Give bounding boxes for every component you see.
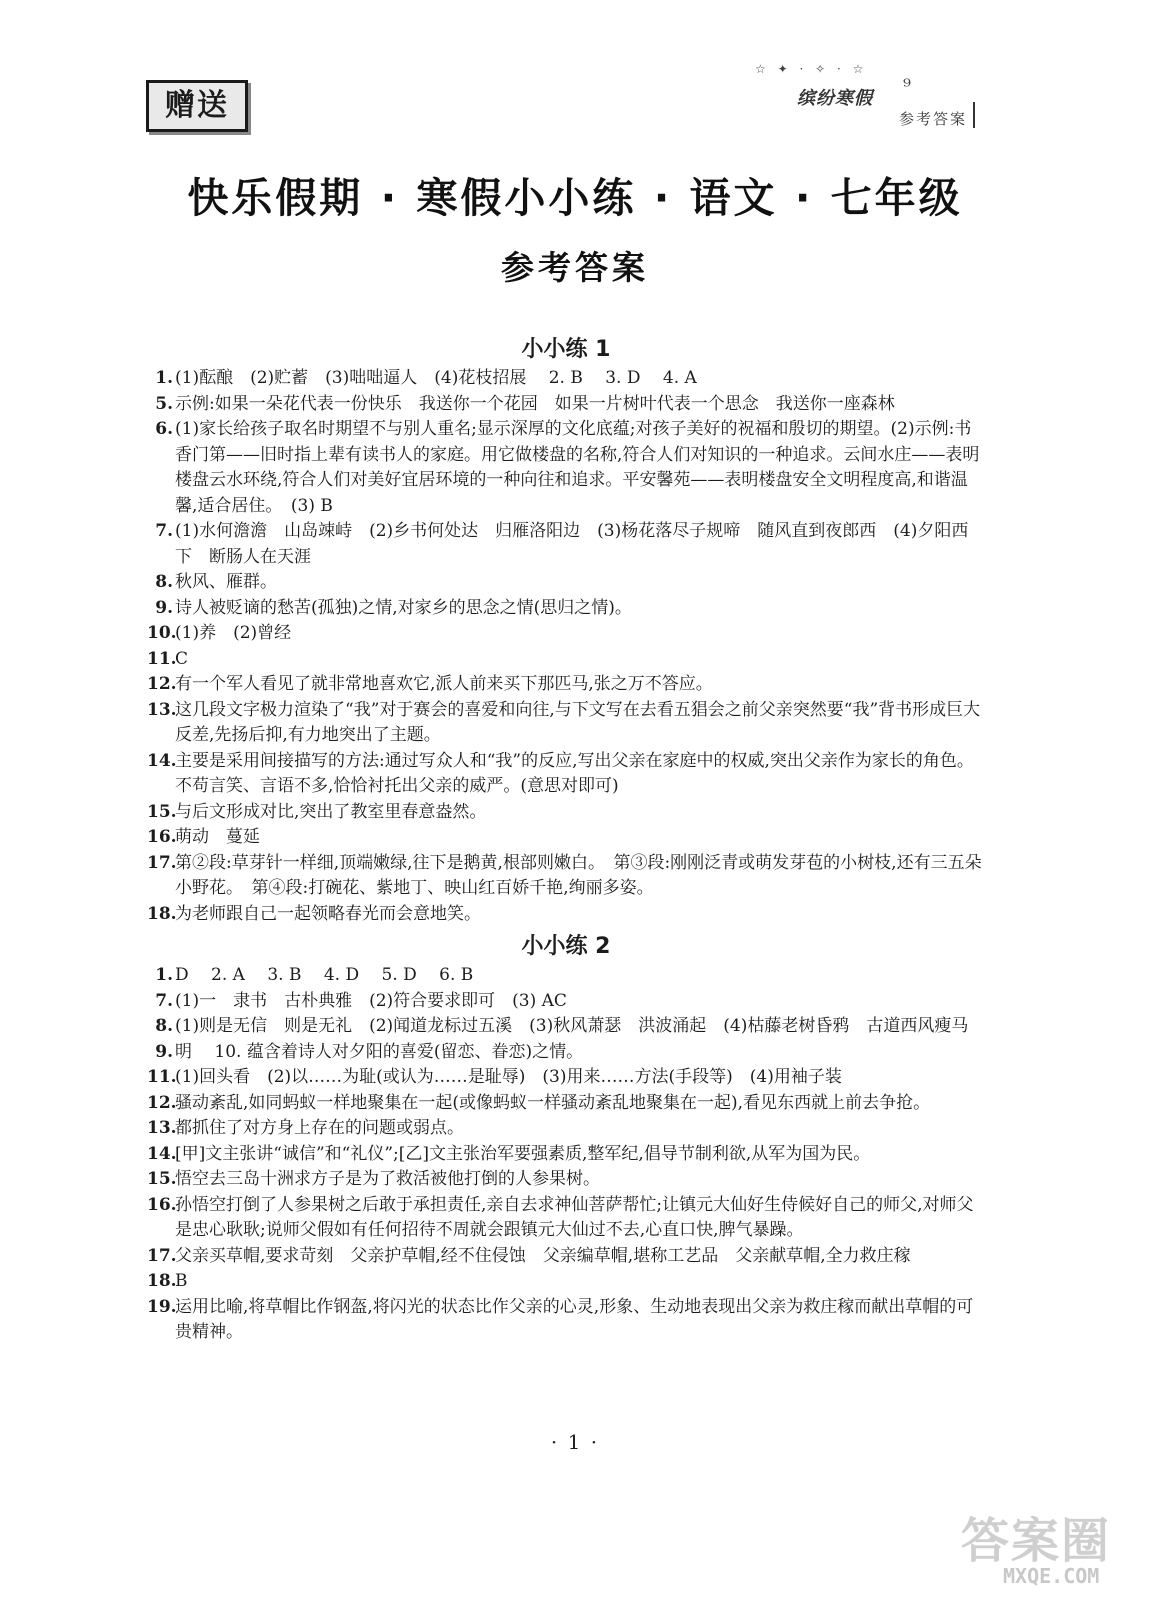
answer-number: 12. xyxy=(147,674,177,694)
answer-text: 骚动紊乱,如同蚂蚁一样地聚集在一起(或像蚂蚁一样骚动紊乱地聚集在一起),看见东西就上前去争抢。 xyxy=(175,1092,931,1113)
answer-item xyxy=(147,647,985,673)
answer-number: 14. xyxy=(147,750,177,771)
answer-text: B xyxy=(175,1271,188,1291)
page-number: · 1 · xyxy=(550,1430,600,1454)
answer-number: 6. xyxy=(155,419,173,439)
answer-item xyxy=(147,1295,985,1346)
answer-item xyxy=(147,1065,985,1091)
answer-item xyxy=(147,1244,985,1270)
page-subtitle: 参考答案 xyxy=(501,248,649,287)
answer-text: (1)则是无信 则是无礼 (2)闻道龙标过五溪 (3)秋风萧瑟 洪波涌起 (4)枯藤老树昏鸦 古道西风瘦马 xyxy=(175,1016,969,1036)
answer-content xyxy=(147,330,985,1346)
answer-number: 16. xyxy=(147,1194,177,1215)
answer-number: 18. xyxy=(147,1271,177,1291)
answer-number: 11. xyxy=(147,648,177,669)
answer-text: 萌动 蔓延 xyxy=(175,827,260,847)
answer-text: 都抓住了对方身上存在的问题或弱点。 xyxy=(175,1118,464,1138)
answer-text: 为老师跟自己一起领略春光而会意地笑。 xyxy=(175,903,481,924)
series-subtitle: 参考答案 xyxy=(898,110,967,128)
answer-text: 明 10. 蕴含着诗人对夕阳的喜爱(留恋、眷恋)之情。 xyxy=(175,1041,584,1062)
answer-item xyxy=(147,366,985,392)
answer-number: 8. xyxy=(155,1016,173,1036)
answer-number: 7. xyxy=(155,990,173,1011)
answer-text: 孙悟空打倒了人参果树之后敢于承担责任,亲自去求神仙菩萨帮忙;让镇元大仙好生侍候好自己的师父,对师父是忠心耿耿;说师父假如有任何招待不周就会跟镇元大仙过不去,心直口快,脾气暴躁。 xyxy=(175,1194,974,1240)
answer-item xyxy=(147,570,985,596)
answer-item xyxy=(147,1269,985,1295)
answer-text: 秋风、雁群。 xyxy=(175,572,277,592)
answer-text: 这几段文字极力渲染了“我”对于赛会的喜爱和向往,与下文写在去看五猖会之前父亲突然要“我”背书形成巨大反差,先扬后抑,有力地突出了主题。 xyxy=(175,699,981,745)
gift-badge: 赠送 xyxy=(146,80,248,132)
answer-text: (1)家长给孩子取名时期望不与别人重名;显示深厚的文化底蕴;对孩子美好的祝福和殷切的期望。(2)示例:书香门第——旧时指上辈有读书人的家庭。用它做楼盘的名称,符合人们对知识的一种追求。云间水庄——表明楼盘云水环绕,符合人们对美好宜居环境的一种向往和追求。平安馨苑——表明楼盘安全文明程度高,和谐温馨,适合居住。 (3) B xyxy=(175,419,980,516)
series-logo xyxy=(755,62,975,128)
answer-number: 8. xyxy=(155,572,173,592)
answer-text: (1)酝酿 (2)贮蓄 (3)咄咄逼人 (4)花枝招展 2. B 3. D 4. A xyxy=(175,368,697,388)
answer-number: 5. xyxy=(155,393,173,414)
answer-item xyxy=(147,519,985,570)
answer-item xyxy=(147,596,985,622)
answer-text: C xyxy=(175,648,189,669)
answer-number: 1. xyxy=(155,965,173,985)
answer-number: 10. xyxy=(147,623,177,643)
answer-number: 19. xyxy=(147,1296,177,1317)
answer-item xyxy=(147,851,985,902)
swirl-decoration-icon: ⁹ xyxy=(903,74,912,98)
answer-text: 主要是采用间接描写的方法:通过写众人和“我”的反应,写出父亲在家庭中的权威,突出父亲作为家长的角色。不苟言笑、言语不多,恰恰衬托出父亲的威严。(意思对即可) xyxy=(175,750,974,796)
answer-text: (1)回头看 (2)以……为耻(或认为……是耻辱) (3)用来……方法(手段等) (4)用袖子装 xyxy=(175,1067,842,1087)
answer-number: 17. xyxy=(147,852,177,873)
logo-divider xyxy=(973,102,975,128)
answer-text: (1)水何澹澹 山岛竦峙 (2)乡书何处达 归雁洛阳边 (3)杨花落尽子规啼 随风直到夜郎西 (4)夕阳西下 断肠人在天涯 xyxy=(175,521,969,567)
answer-text: 第②段:草芽针一样细,顶端嫩绿,往下是鹅黄,根部则嫩白。 第③段:刚刚泛青或萌发芽苞的小树枝,还有三五朵小野花。 第④段:打碗花、紫地丁、映山红百娇千艳,绚丽多姿。 xyxy=(175,852,982,898)
answer-text: 父亲买草帽,要求苛刻 父亲护草帽,经不住侵蚀 父亲编草帽,堪称工艺品 父亲献草帽,全力救庄稼 xyxy=(175,1245,911,1266)
answer-item xyxy=(147,621,985,647)
answer-number: 13. xyxy=(147,1118,177,1138)
answer-number: 18. xyxy=(147,903,177,924)
answer-text: [甲]文主张讲“诚信”和“礼仪”;[乙]文主张治军要强素质,整军纪,倡导节制利欲,从军为国为民。 xyxy=(175,1143,871,1164)
answer-item xyxy=(147,1014,985,1040)
answer-number: 9. xyxy=(155,1041,173,1062)
answer-number: 17. xyxy=(147,1245,177,1266)
answer-item xyxy=(147,902,985,928)
answer-number: 15. xyxy=(147,801,177,822)
stars-decoration-icon: ☆ ✦ · ✧ · ☆ xyxy=(755,62,868,76)
answer-item xyxy=(147,1167,985,1193)
watermark xyxy=(955,1502,1150,1597)
answer-item xyxy=(147,1142,985,1168)
answer-item xyxy=(147,1091,985,1117)
page-title: 快乐假期 · 寒假小小练 · 语文 · 七年级 xyxy=(187,174,963,222)
watermark-mark: 答案圈 xyxy=(961,1513,1112,1569)
answer-number: 15. xyxy=(147,1169,177,1189)
answer-item xyxy=(147,749,985,800)
section-title: 小小练 1 xyxy=(521,337,611,362)
answer-text: 示例:如果一朵花代表一份快乐 我送你一个花园 如果一片树叶代表一个思念 我送你一座森林 xyxy=(175,393,895,414)
answer-item xyxy=(147,1193,985,1244)
answer-number: 9. xyxy=(155,597,173,618)
answer-text: 有一个军人看见了就非常地喜欢它,派人前来买下那匹马,张之万不答应。 xyxy=(175,674,713,694)
answer-item xyxy=(147,672,985,698)
answer-text: (1)一 隶书 古朴典雅 (2)符合要求即可 (3) AC xyxy=(175,990,567,1011)
answer-number: 16. xyxy=(147,827,177,847)
answer-text: D 2. A 3. B 4. D 5. D 6. B xyxy=(175,965,474,985)
answer-text: 诗人被贬谪的愁苦(孤独)之情,对家乡的思念之情(思归之情)。 xyxy=(175,597,632,618)
answer-item xyxy=(147,989,985,1015)
answer-number: 11. xyxy=(147,1067,177,1087)
answer-text: 悟空去三岛十洲求方子是为了救活被他打倒的人参果树。 xyxy=(175,1169,600,1189)
series-brand: 缤纷寒假 xyxy=(797,88,873,109)
answer-number: 1. xyxy=(155,368,173,388)
answer-item xyxy=(147,800,985,826)
answer-text: (1)养 (2)曾经 xyxy=(175,623,292,643)
answer-text: 运用比喻,将草帽比作钢盔,将闪光的状态比作父亲的心灵,形象、生动地表现出父亲为救庄稼而献出草帽的可贵精神。 xyxy=(175,1296,974,1342)
section-title: 小小练 2 xyxy=(521,934,611,959)
answer-number: 13. xyxy=(147,699,177,720)
answer-item xyxy=(147,825,985,851)
watermark-url: MXQE.COM xyxy=(1003,1564,1100,1588)
answer-item xyxy=(147,963,985,989)
answer-text: 与后文形成对比,突出了教室里春意盎然。 xyxy=(175,801,487,822)
answer-number: 7. xyxy=(155,521,173,541)
answer-item xyxy=(147,417,985,519)
answer-number: 14. xyxy=(147,1143,177,1164)
answer-item xyxy=(147,1116,985,1142)
answer-item xyxy=(147,698,985,749)
answer-item xyxy=(147,1040,985,1066)
answer-number: 12. xyxy=(147,1092,177,1113)
answer-item xyxy=(147,392,985,418)
